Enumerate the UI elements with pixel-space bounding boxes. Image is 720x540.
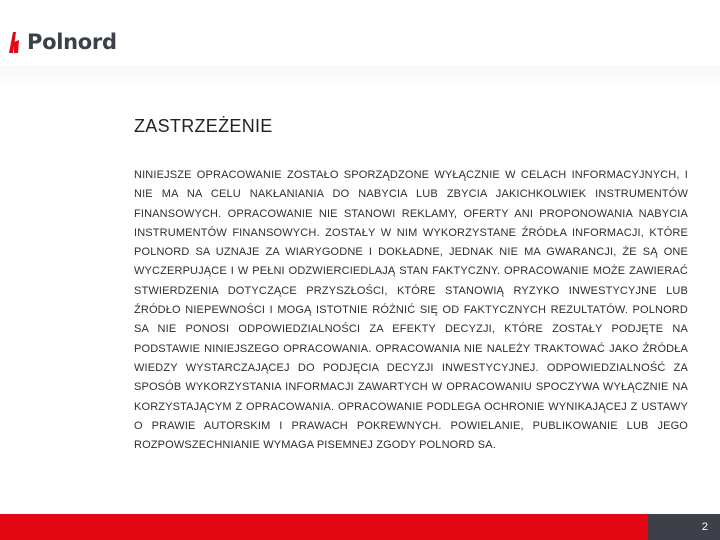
- footer-bar: [0, 514, 648, 540]
- polnord-mark-icon: [8, 30, 20, 54]
- page-number: 2: [701, 521, 708, 533]
- slide-title: ZASTRZEŻENIE: [134, 116, 273, 136]
- disclaimer-text: [134, 166, 688, 455]
- logo-text: Polnord: [27, 30, 117, 54]
- company-logo: [8, 26, 117, 58]
- page-number-box: [648, 514, 720, 540]
- header-band: [0, 66, 720, 88]
- disclaimer-paragraph: NINIEJSZE OPRACOWANIE ZOSTAŁO SPORZĄDZONE WYŁĄCZNIE W CELACH INFORMACYJNYCH, I NIE MA NA CELU NAKŁANIANIA DO NABYCIA LUB ZBYCIA JAKICHKOLWIEK INSTRUMENTÓW FINANSOWYCH. OPRACOWANIE NIE STANOWI REKLAMY, OFERTY ANI PROPONOWANIA NABYCIA INSTRUMENTÓW FINANSOWYCH. ZOSTAŁY W NIM WYKORZYSTANE ŹRÓDŁA INFORMACJI, KTÓRE POLNORD SA UZNAJE ZA WIARYGODNE I DOKŁADNE, JEDNAK NIE MA GWARANCJI, ŻE SĄ ONE WYCZERPUJĄCE I W PEŁNI ODZWIERCIEDLAJĄ STAN FAKTYCZNY. OPRACOWANIE MOŻE ZAWIERAĆ STWIERDZENIA DOTYCZĄCE PRZYSZŁOŚCI, KTÓRE STANOWIĄ RYZYKO INWESTYCYJNE LUB ŹRÓDŁO NIEPEWNOŚCI I MOGĄ ISTOTNIE RÓŻNIĆ SIĘ OD FAKTYCZNYCH REZULTATÓW. POLNORD SA NIE PONOSI ODPOWIEDZIALNOŚCI ZA EFEKTY DECYZJI, KTÓRE ZOSTAŁY PODJĘTE NA PODSTAWIE NINIEJSZEGO OPRACOWANIA. OPRACOWANIA NIE NALEŻY TRAKTOWAĆ JAKO ŹRÓDŁA WIEDZY WYSTARCZAJĄCEJ DO PODJĘCIA DECYZJI INWESTYCYJNEJ. ODPOWIEDZIALNOŚĆ ZA SPOSÓB WYKORZYSTANIA INFORMACJI ZAWARTYCH W OPRACOWANIU SPOCZYWA WYŁĄCZNIE NA KORZYSTAJĄCYM Z OPRACOWANIA. OPRACOWANIE PODLEGA OCHRONIE WYNIKAJĄCEJ Z USTAWY O PRAWIE AUTORSKIM I PRAWACH POKREWNYCH. POWIELANIE, PUBLIKOWANIE LUB JEGO ROZPOWSZECHNIANIE WYMAGA PISEMNEJ ZGODY POLNORD SA.: [134, 169, 688, 452]
